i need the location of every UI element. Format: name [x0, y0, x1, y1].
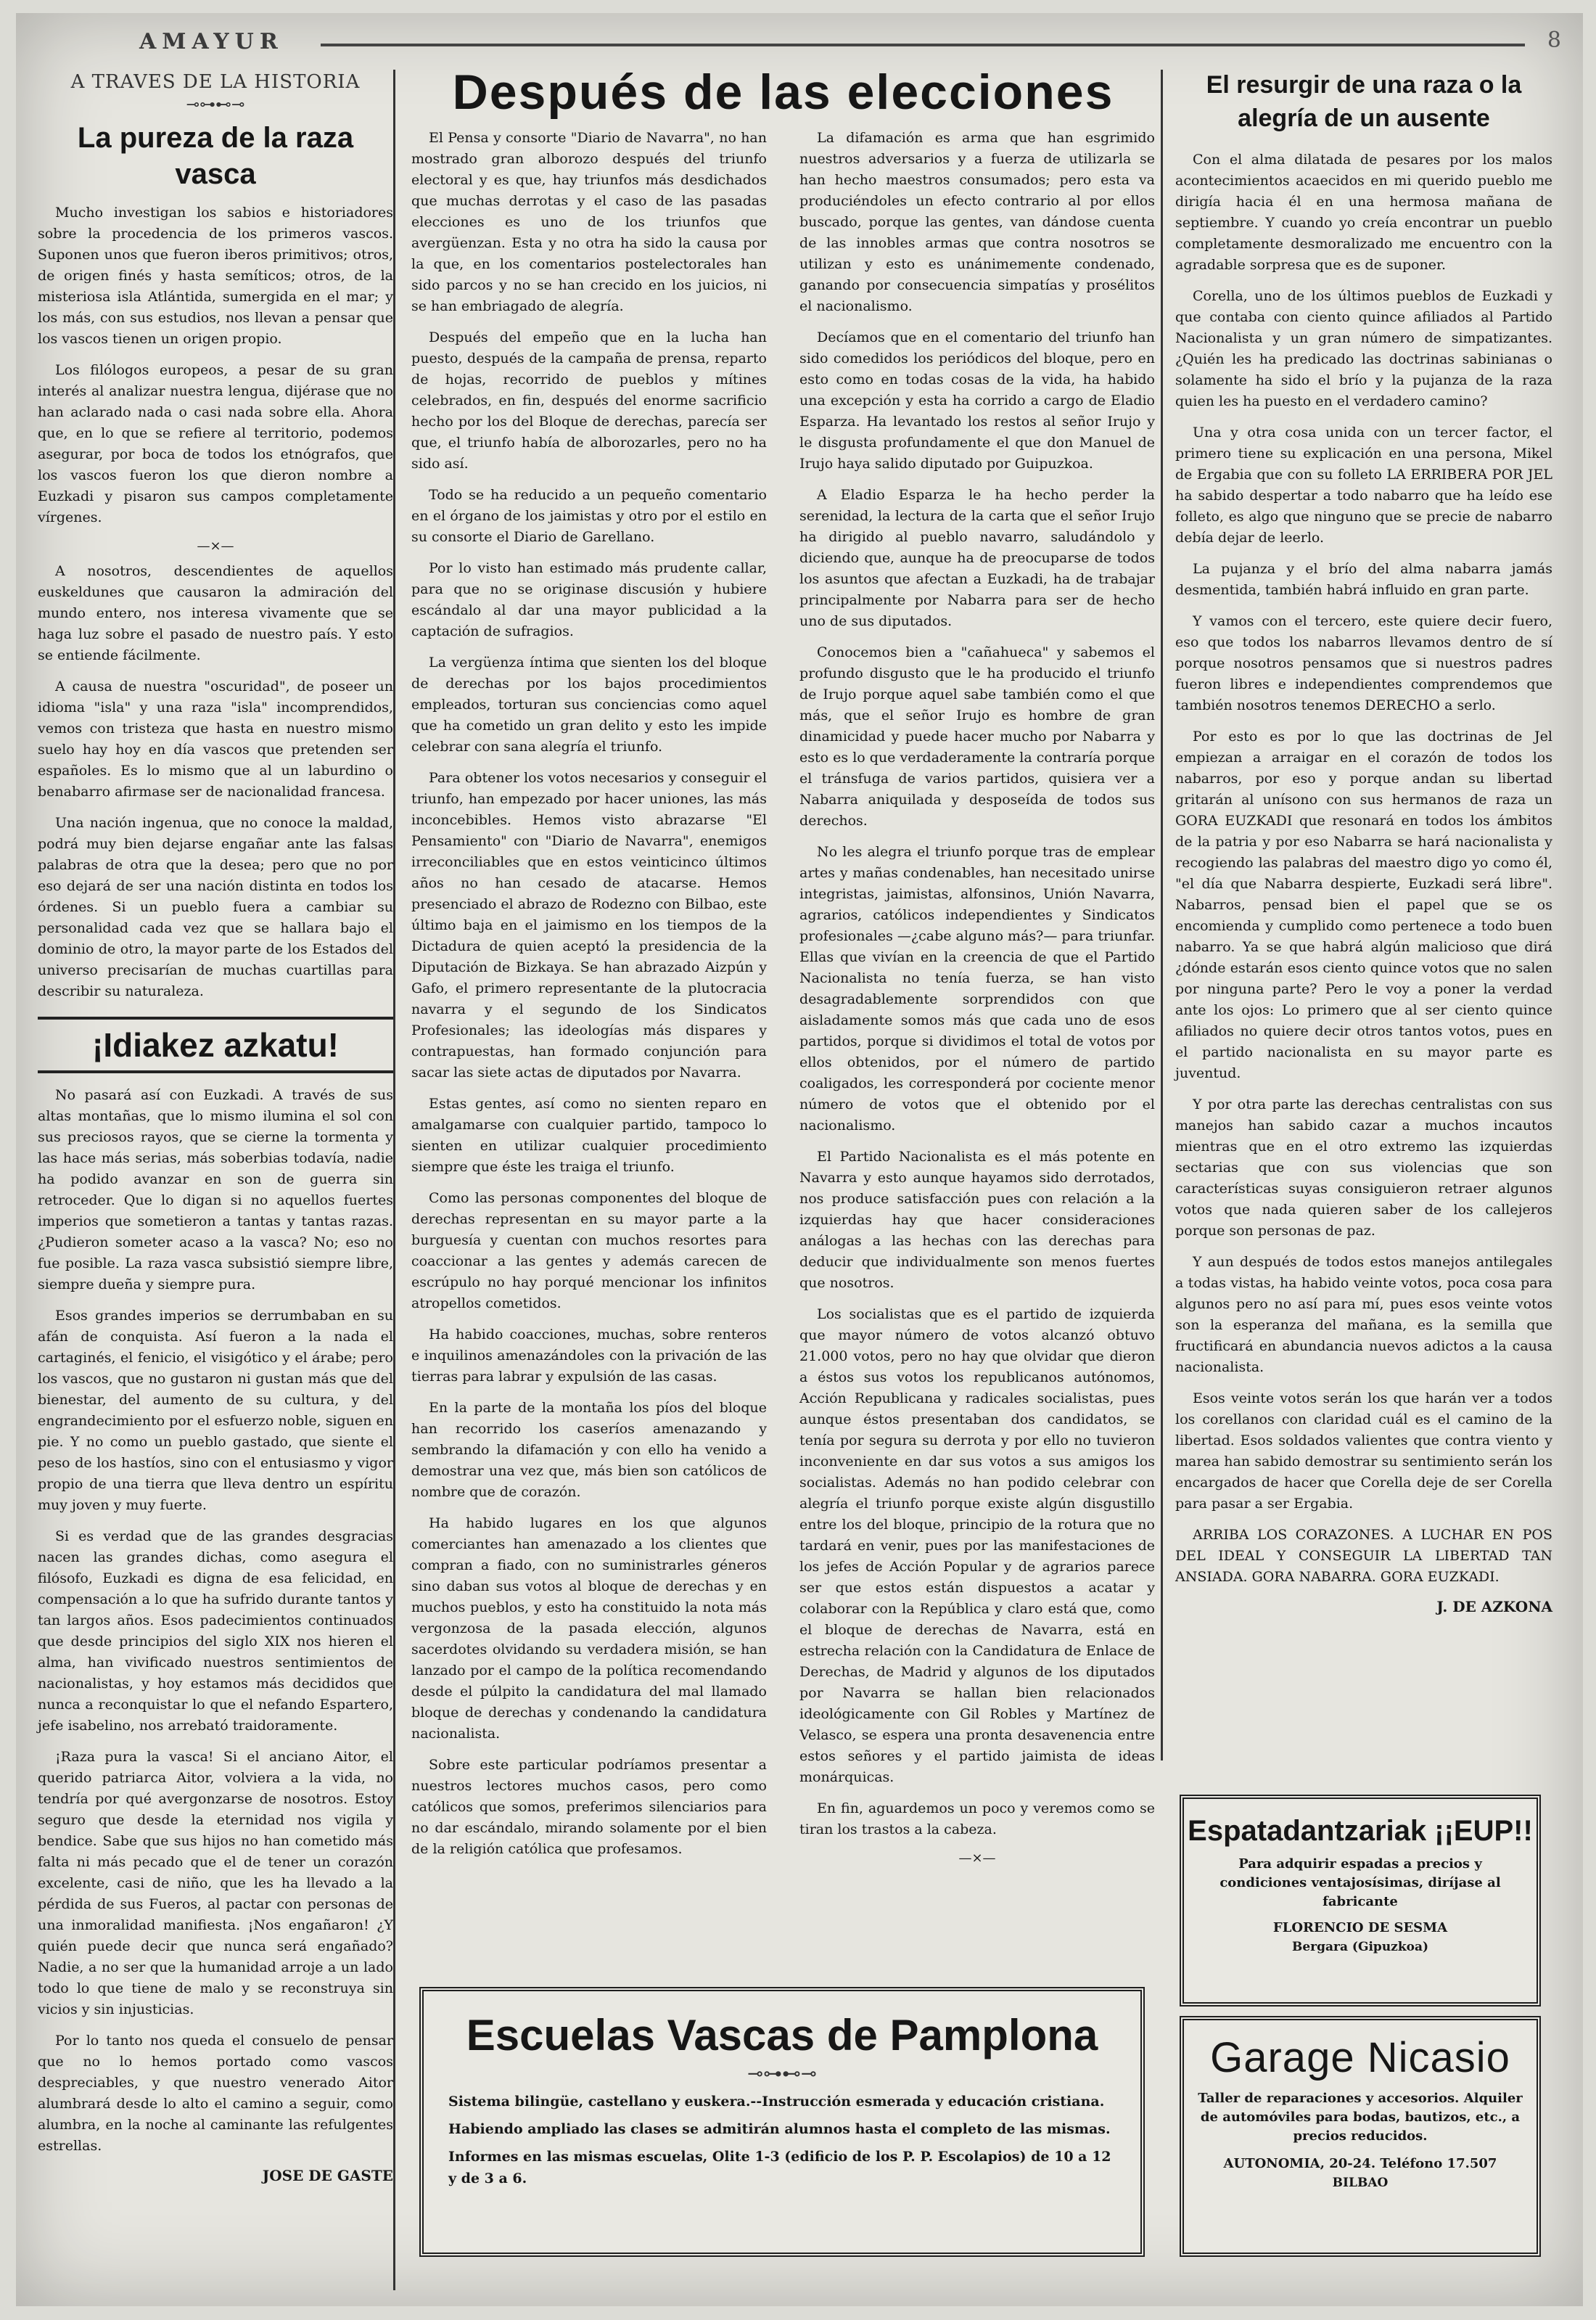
paragraph: Esos veinte votos serán los que harán ver a todos los corellanos con claridad cuál es el camino de la libertad. Esos soldados valientes que contra viento y marea han sabido demostrar su sentimiento serán los encargados de hacer que Corella deje de ser Corella para pasar a ser Ergabia.	[1175, 1390, 1552, 1512]
paragraph: Una y otra cosa unida con un tercer factor, el primero tiene su explicación en una persona, Mikel de Ergabia que con su folleto LA ERRIBERA POR JEL ha sabido despertar a todo nabarro que ha leído ese folleto, es algo que ninguno que se precie de nabarro debía dejar de leerlo.	[1175, 425, 1552, 546]
article-subcolumn-left	[411, 128, 767, 1873]
masthead-rule	[321, 44, 1525, 46]
paragraph: La vergüenza íntima que sienten los del bloque de derechas por los bajos procedimientos empleados, torturan sus conciencias como aquel que ha cometido un gran delito y esto les impide celebrar con sana alegría el triunfo.	[411, 655, 767, 755]
paragraph: Con el alma dilatada de pesares por los malos acontecimientos acaecidos en mi querido pueblo me dirigía hacia él en una hermosa mañana de septiembre. Y cuando yo creía encontrar un pueblo completamente desmoralizado me encuentro con la agradable sorpresa que es de suponer.	[1175, 152, 1552, 273]
section-kicker: A TRAVES DE LA HISTORIA	[70, 71, 361, 93]
paragraph: Por esto es por lo que las doctrinas de Jel empiezan a arraigar en el corazón de todos los nabarros, por eso y porque andan su libertad gritarán al unísono con sus hermanos de raza un GORA EUZKADI que resonará en todos los ámbitos de la patria y por eso Nabarra se hará nacionalista y recogiendo las palabras del maestro digo yo como él, "el día que Nabarra despierte, Euzkadi será libre". Nabarros, pensad bien el papel que se os encomienda y cumplido como pertenece a todo buen nabarro. Ya se que habrá algún malicioso que dirá ¿dónde estarán esos ciento quince votos que no salen por ninguna parte? Pero le voy a poner la verdad ante los ojos: Lo primero que al ser ciento quince afiliados no quiere decir otros tantos votos, pues en el partido nacionalista en su mayor parte es juventud.	[1175, 729, 1552, 1081]
paragraph: Ha habido lugares en los que algunos comerciantes han amenazado a los clientes que compran a fiado, con no suministrarles géneros sino daban sus votos al bloque de derechas y en muchos pueblos, y esto ha constituido la nota más vergonzosa de la pasada elección, algunos sacerdotes olvidando su verdadera misión, se han lanzado por el campo de la política recomendando desde el púlpito la candidatura del mal llamado bloque de derechas y condenando la candidatura nacionalista.	[411, 1515, 767, 1742]
column-elections	[411, 64, 1155, 1873]
masthead	[38, 23, 1568, 67]
paragraph: Y aun después de todos estos manejos antilegales a todas vistas, ha habido veinte votos, poca cosa para algunos pero no así para mí, pues esos veinte votos son la esperanza del mañana, es la semilla que fructificará en abundancia nuevos adictos a la causa nacionalista.	[1175, 1254, 1552, 1375]
paragraph: Una nación ingenua, que no conoce la maldad, podrá muy bien dejarse engañar ante las falsas palabras de otra que la desea; pero que no por eso dejará de ser una nación distinta en todos los órdenes. Si un pueblo fuera a cambiar su personalidad cada vez que se hallara bajo el dominio de otro, la mayor parte de los Estados del universo precisarían de muchas cuartillas para describir su naturaleza.	[38, 815, 393, 999]
column-rule	[393, 70, 395, 2290]
separator: —×—	[958, 1850, 996, 1866]
paragraph: Ha habido coacciones, muchas, sobre renteros e inquilinos amenazándoles con la privación de las tierras para labrar y expulsión de las casas.	[411, 1327, 767, 1385]
ad-place: Bergara (Gipuzkoa)	[1291, 1940, 1429, 1954]
ad-address: AUTONOMIA, 20-24. Teléfono 17.507	[1223, 2156, 1497, 2171]
ad-title: Garage Nicasio	[1210, 2034, 1510, 2081]
paragraph: ARRIBA LOS CORAZONES. A LUCHAR EN POS DEL IDEAL Y CONSEGUIR LA LIBERTAD TAN ANSIADA. GORA NABARRA. GORA EUZKADI.	[1175, 1527, 1552, 1585]
ad-text: Informes en las mismas escuelas, Olite 1-3 (edificio de los P. P. Escolapios) de 10 a 12 y de 3 a 6.	[448, 2149, 1111, 2186]
ad-text: Habiendo ampliado las clases se admitirán alumnos hasta el completo de las mismas.	[448, 2121, 1111, 2137]
paragraph: Como las personas componentes del bloque de derechas representan en su mayor parte a la burguesía y cuentan con muchos resortes para coaccionar a las gentes y además carecen de escrúpulo no hay porqué mencionar los infinitos atropellos cometidos.	[411, 1190, 767, 1311]
ad-espatadantzariak	[1180, 1795, 1541, 2007]
paragraph: El Partido Nacionalista es el más potente en Navarra y esto aunque hayamos sido derrotados, nos produce satisfacción pues con relación a la izquierdas hay que hacer consideraciones análogas a las hechas con las derechas para deducir que individualmente son menos fuertes que nosotros.	[799, 1149, 1155, 1291]
ad-title: Escuelas Vascas de Pamplona	[466, 2011, 1098, 2059]
paragraph: En la parte de la montaña los píos del bloque han recorrido los caseríos amenazando y sembrando la difamación y con ello ha venido a demostrar una vez que, más bien son católicos de nombre que de corazón.	[411, 1400, 767, 1500]
article-signature: JOSE DE GASTE	[262, 2167, 393, 2184]
paragraph: A causa de nuestra "oscuridad", de poseer un idioma "isla" y una raza "isla" incomprendidos, vemos con tristeza que hasta en nuestro mismo suelo hay hoy en día vascos que pretenden ser españoles. Es lo mismo que al un laburdino o benabarro afirmase ser de nacionalidad francesa.	[38, 679, 393, 800]
column-corella	[1175, 64, 1552, 1615]
paragraph: Decíamos que en el comentario del triunfo han sido comedidos los periódicos del bloque, pero en esto como en todas cosas de la vida, ha habido una excepción y esta ha corrido a cargo de Eladio Esparza. Ha levantado los restos al señor Irujo y le disgusta profundamente el que don Manuel de Irujo haya salido diputado por Guipuzkoa.	[799, 329, 1155, 472]
paragraph: La difamación es arma que han esgrimido nuestros adversarios y a fuerza de utilizarla se han hecho maestros consumados; pero esta va produciéndoles un efecto contrario al por ellos buscado, porque las gentes, van dándose cuenta de las innobles armas que contra nosotros se utilizan y esto es unánimemente condenado, ganando por consecuencia simpatías y prosélitos el nacionalismo.	[799, 130, 1155, 314]
paragraph: Corella, uno de los últimos pueblos de Euzkadi y que contaba con ciento quince afiliados al Partido Nacionalista y un gran número de simpatizantes. ¿Quién les ha predicado las doctrinas sabinianas o solamente ha sido el brío y la pujanza de la raza quien les ha puesto en el verdadero camino?	[1175, 288, 1552, 409]
ad-maker: FLORENCIO DE SESMA	[1272, 1920, 1448, 1935]
paragraph: Para obtener los votos necesarios y conseguir el triunfo, han empezado por hacer uniones, las más inconcebibles. Hemos visto abrazarse "El Pensamiento" con "Diario de Navarra", enemigos irreconciliables que en estos veinticinco últimos años no han cesado de atacarse. Hemos presenciado el abrazo de Rodezno con Bilbao, este último baja en el jaimismo en los tiempos de la Dictadura de quien aceptó la presidencia de la Diputación de Bizkaya. Se han abrazado Aizpún y Gafo, el primero representante de la plutocracia navarra y el segundo de los Sindicatos Profesionales; las ideologías más dispares y contrapuestas, han formado conjunción para sacar las siete actas de diputados por Navarra.	[411, 770, 767, 1081]
exclaim-headline: ¡Idiakez azkatu!	[38, 1017, 393, 1073]
ornament: ⊸⊶⊷⊸	[186, 96, 245, 114]
paragraph: A Eladio Esparza le ha hecho perder la serenidad, la lectura de la carta que el señor Irujo ha dirigido al pueblo navarro, saludándolo y diciendo que, aunque ha de preocuparse de todos los asuntos que afectan a Euzkadi, ha de trabajar principalmente por Nabarra para ser de hecho uno de sus diputados.	[799, 487, 1155, 629]
separator: —×—	[197, 538, 234, 554]
paragraph: El Pensa y consorte "Diario de Navarra", no han mostrado gran alborozo después del triunfo electoral y es que, hay triunfos más desdichados que muchas derrotas y el caso de las pasadas elecciones es uno de los triunfos que avergüenzan. Esta y no otra ha sido la causa por la que, en los comentarios postelectorales han sido parcos y no se han crecido en los juicios, ni se han embriagado de alegría.	[411, 130, 767, 314]
article-headline: El resurgir de una raza o la alegría de un ausente	[1206, 71, 1522, 132]
paragraph: Por lo tanto nos queda el consuelo de pensar que no lo hemos portado como vascos despreciables, y que nuestro venerado Aitor alumbrará desde lo alto el camino a seguir, como alumbra, en la noche al caminante las refulgentes estrellas.	[38, 2033, 393, 2154]
paragraph: Por lo visto han estimado más prudente callar, para que no se originase discusión y hubiere escándalo al dar una mayor publicidad a la captación de sufragios.	[411, 560, 767, 639]
ad-escuelas-vascas	[419, 1987, 1145, 2257]
paragraph: A nosotros, descendientes de aquellos euskeldunes que causaron la admiración del mundo entero, nos interesa vivamente que se haga luz sobre el pasado de nuestro país. Y esto se entiende fácilmente.	[38, 563, 393, 663]
article-signature: J. DE AZKONA	[1436, 1598, 1552, 1615]
ornament: ⊸⊶⊷⊸	[747, 2063, 817, 2085]
newspaper-page	[16, 13, 1583, 2306]
ad-garage-nicasio	[1180, 2016, 1541, 2257]
page-number: 8	[1547, 28, 1561, 53]
paragraph: Después del empeño que en la lucha han puesto, después de la campaña de prensa, reparto de hojas, recorrido de pueblos y mítines celebrados, en fin, después del enorme sacrificio hecho por los del Bloque de derechas, parecía ser que, el triunfo había de alborozarles, pero no ha sido así.	[411, 329, 767, 472]
masthead-name: AMAYUR	[139, 29, 284, 54]
paragraph: Sobre este particular podríamos presentar a nuestros lectores muchos casos, pero como católicos que somos, preferimos silenciarios para no dar escándalo, mirando solamente por el bien de la religión católica que profesamos.	[411, 1757, 767, 1857]
paragraph: Los filólogos europeos, a pesar de su gran interés al analizar nuestra lengua, dijérase que no han aclarado nada o casi nada sobre ella. Ahora que, en lo que se refiere al territorio, podemos asegurar, por boca de todos los etnógrafos, que los vascos fueron los que dieron nombre a Euzkadi y pisaron sus campos completamente vírgenes.	[38, 362, 393, 525]
paragraph: Y por otra parte las derechas centralistas con sus manejos han sabido cazar a muchos incautos mientras que en el otro extremo las izquierdas sectarias que con sus violencias que son características suyas consiguieron retraer algunos votos que nada quieren saber de los callejeros porque son personas de paz.	[1175, 1097, 1552, 1239]
paragraph: La pujanza y el brío del alma nabarra jamás desmentida, también habrá influido en gran parte.	[1175, 561, 1552, 598]
article-body	[411, 128, 1155, 1873]
paragraph: Todo se ha reducido a un pequeño comentario en el órgano de los jaimistas y otro por el estilo en su consorte el Diario de Garellano.	[411, 487, 767, 545]
paragraph: Y vamos con el tercero, este quiere decir fuero, eso que todos los nabarros llevamos dentro de sí porque nosotros pensamos que si nuestros padres fueron libres e independientes comprendemos que también nosotros tenemos DERECHO a serlo.	[1175, 613, 1552, 713]
paragraph: Estas gentes, así como no sienten reparo en amalgamarse con cualquier partido, tampoco lo sienten en utilizar cualquier procedimiento siempre que éste les traiga el triunfo.	[411, 1096, 767, 1175]
paragraph: Conocemos bien a "cañahueca" y sabemos el profundo disgusto que le ha producido el triunfo de Irujo porque aquel sabe también como el que más, que el señor Irujo es hombre de gran dinamicidad y puede hacer mucho por Nabarra y esto es lo que verdaderamente la contraría porque el tránsfuga de varios partidos, quisiera ver a Nabarra aniquilada y desposeída de todos sus derechos.	[799, 644, 1155, 829]
paragraph: Esos grandes imperios se derrumbaban en su afán de conquista. Así fueron a la nada el cartaginés, el fenicio, el visigótico y el árabe; pero los vascos, que no gustaron ni gustan más que del bienestar, del aumento de su cultura, y del engrandecimiento por el esfuerzo noble, siguen en pie. Y no como un pueblo gastado, que siente el peso de los hastíos, sino con el entusiasmo y vigor propio de una tierra que lleva dentro un espíritu muy joven y muy fuerte.	[38, 1308, 393, 1513]
column-history	[38, 64, 393, 2184]
article-headline: Después de las elecciones	[452, 65, 1114, 120]
paragraph: No les alegra el triunfo porque tras de emplear artes y mañas condenables, han necesitado unirse integristas, jaimistas, alfonsinos, Unión Navarra, agrarios, católicos independientes y Sindicatos profesionales —¿cabe alguno más?— para triunfar. Ellas que vivían en la creencia de que el Partido Nacionalista no tenía fuerza, se han visto desagradablemente sorprendidos con que aisladamente somos más que cada uno de esos partidos, porque si dividimos el total de votos por ellos obtenidos, por el número de partido coaligados, les corresponderá por cociente menor número de votos que el obtenido por el nacionalismo.	[799, 844, 1155, 1134]
paragraph: En fin, aguardemos un poco y veremos como se tiran los trastos a la cabeza.	[799, 1800, 1155, 1837]
paragraph: No pasará así con Euzkadi. A través de sus altas montañas, que lo mismo ilumina el sol con sus preciosos rayos, que se cierne la tormenta y las hace más serias, más soberbias todavía, nadie ha podido avanzar en son de guerra sin retroceder. Que lo digan si no aquellos fuertes imperios que sometieron a tantas y tantas razas. ¿Pudieron someter acaso a la vasca? No; eso no fue posible. La raza vasca subsistió siempre libre, siempre dueña y siempre pura.	[38, 1087, 393, 1292]
article-subcolumn-right	[799, 128, 1155, 1873]
paragraph: Mucho investigan los sabios e historiadores sobre la procedencia de los primeros vascos. Suponen unos que fueron iberos primitivos; otros, de origen finés y hasta semíticos; otros, de la misteriosa isla Atlántida, sumergida en el mar; y los más, con sus estudios, nos llevan a pensar que los vascos tienen un origen propio.	[38, 205, 393, 347]
paragraph: Los socialistas que es el partido de izquierda que mayor número de votos alcanzó obtuvo 21.000 votos, pero no hay que olvidar que dieron a éstos sus votos los republicanos autónomos, Acción Republicana y radicales socialistas, pues aunque éstos presentaban dos candidatos, se tenía por segura su derrota y por ello no tuvieron inconveniente en dar sus votos a sus amigos los socialistas. Además no han podido celebrar con alegría el triunfo porque existe algún disgustillo entre los del bloque, principio de la rotura que no tardará en venir, pues por las manifestaciones de los jefes de Acción Popular y de agrarios parece ser que estos están dispuestos a acatar y colaborar con la República y claro está que, como el bloque de derechas de Navarra, está en estrecha relación con la Candidatura de Enlace de Derechas, de Madrid y algunos de los diputados por Navarra se hallan bien relacionados ideológicamente con Gil Robles y Martínez de Velasco, se espera una pronta desavenencia entre estos señores y el partido jaimista de ideas monárquicas.	[799, 1306, 1155, 1785]
ad-title: Espatadantzariak ¡¡EUP!!	[1188, 1815, 1533, 1847]
ad-text: Taller de reparaciones y accesorios. Alquiler de automóviles para bodas, bautizos, etc., a precios reducidos.	[1198, 2091, 1523, 2144]
ad-text: Para adquirir espadas a precios y condiciones ventajosísimas, diríjase al fabricante	[1219, 1856, 1501, 1909]
article-headline: La pureza de la raza vasca	[77, 122, 354, 190]
paragraph: Si es verdad que de las grandes desgracias nacen las grandes dichas, como asegura el filósofo, Euzkadi es digna de esa felicidad, en compensación a lo que ha sufrido durante tantos y tan largos años. Esos padecimientos continuados que desde principios del siglo XIX nos hieren el alma, han vivificado nuestros sentimientos de nacionalistas, y hoy estamos más decididos que nunca a reconquistar lo que el nefando Espartero, jefe isabelino, nos arrebató traidoramente.	[38, 1528, 393, 1734]
ad-text: Sistema bilingüe, castellano y euskera.--Instrucción esmerada y educación cristiana.	[448, 2094, 1105, 2110]
paragraph: ¡Raza pura la vasca! Si el anciano Aitor, el querido patriarca Aitor, volviera a la vida, no tendría por qué avergonzarse de nosotros. Estoy seguro que desde la eternidad nos vigila y bendice. Sabe que sus hijos no han cometido más falta ni más pecado que el de tener un corazón excelente, casi de niño, que les ha llevado a la pérdida de sus Fueros, al pactar con personas de una inmoralidad manifiesta. ¡Nos engañaron! ¿Y quién puede decir que nunca será engañado? Nadie, a no ser que la humanidad arroje a un lado todo lo que tiene de malo y se reconstruya sin vicios y sin injusticias.	[38, 1749, 393, 2017]
column-rule	[1161, 70, 1163, 1761]
ad-city: BILBAO	[1332, 2176, 1389, 2190]
